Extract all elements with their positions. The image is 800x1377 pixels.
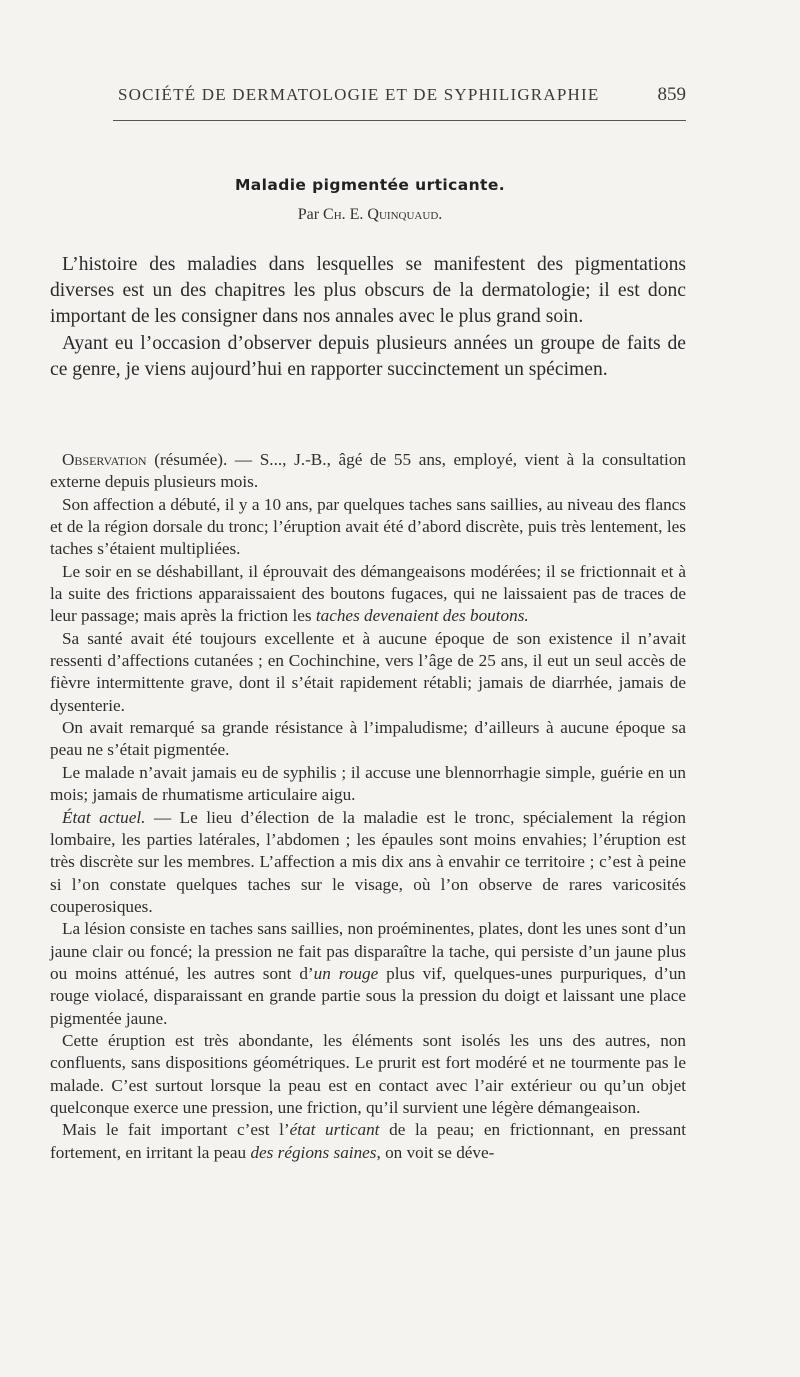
eruption-paragraph: Cette éruption est très abondante, les éléments sont isolés les uns des autres, non confluents, sans dispositions géométriques. Le prurit est fort modéré et ne tourmente pas le malade. C’est surtout lorsque la peau est en contact avec l’air extérieur ou qu’un objet quelconque exerce une pression, une friction, qu’il survient une légère démangeaison.	[50, 1030, 686, 1117]
observation-paragraph	[50, 449, 686, 494]
header-rule	[113, 120, 686, 121]
malaria-paragraph: On avait remarqué sa grande résistance à l’impaludisme; d’ailleurs à aucune époque sa peau ne s’était pigmentée.	[50, 718, 686, 760]
onset-paragraph: Son affection a débuté, il y a 10 ans, par quelques taches sans saillies, au niveau des flancs et de la région dorsale du tronc; l’éruption avait été d’abord discrète, puis très lentement, les taches s’étaient multipliées.	[50, 494, 686, 559]
author-name: Ch. E. Quinquaud.	[323, 206, 443, 223]
current-state-paragraph	[50, 807, 686, 919]
article-title: Maladie pigmentée urticante.	[234, 176, 506, 194]
lesion-text-a: La lésion consiste en taches sans saillies, non proéminentes, plates, dont les unes sont d’un jaune clair ou foncé; la pression ne fait pas disparaître la tache, qui persiste d’un jaune plus ou moins atténué, les autres sont d’	[50, 919, 686, 983]
intro-paragraph-1: L’histoire des maladies dans lesquelles se manifestent des pigmentations diverses est un des chapitres les plus obscurs de la dermatologie; il est donc important de les consigner dans nos annales avec le plus grand soin.	[50, 254, 686, 328]
running-header	[118, 84, 686, 106]
urticant-paragraph	[50, 1119, 686, 1164]
intro-paragraph-2: Ayant eu l’occasion d’observer depuis plusieurs années un groupe de faits de ce genre, je viens aujourd’hui en rapporter succinctement un spécimen.	[50, 332, 686, 380]
lesion-paragraph	[50, 918, 686, 1030]
current-state-label: État actuel.	[62, 807, 146, 827]
page-number: 859	[657, 84, 686, 105]
history-paragraph: Le malade n’avait jamais eu de syphilis ; il accuse une blennorrhagie simple, guérie en un mois; jamais de rhumatisme articulaire aigu.	[50, 762, 686, 805]
observation-label: Observation	[62, 450, 147, 469]
urticant-italic-2: des régions saines	[250, 1142, 377, 1162]
friction-text: Le soir en se déshabillant, il éprouvait des démangeaisons modérées; il se frictionnait et à la suite des frictions apparaissaient des boutons fugaces, qui ne laissaient pas de traces de leur passage; mais après la friction les	[50, 561, 686, 626]
current-state-text: — Le lieu d’élection de la maladie est le tronc, spécialement la région lombaire, les parties latérales, l’abdomen ; les épaules sont moins envahies; l’éruption est très discrète sur les membres. L’affection a mis dix ans à envahir ce territoire ; c’est à peine si l’on constate quelques taches sur le visage, où l’on observe de rares varicosités couperosiques.	[50, 807, 687, 916]
health-paragraph: Sa santé avait été toujours excellente et à aucune époque de son existence il n’avait ressenti d’affections cutanées ; en Cochinchine, vers l’âge de 25 ans, il eut un seul accès de fièvre intermittente grave, dont il s’était rapidement rétabli; jamais de diarrhée, jamais de dysenterie.	[50, 628, 686, 715]
introduction	[50, 252, 686, 383]
urticant-italic-1: état urticant	[289, 1120, 380, 1140]
lesion-text-b: plus vif, quelques-unes purpuriques, d’un rouge violacé, disparaissant en grande partie sous la pression du doigt et laissant une place pigmentée jaune.	[50, 963, 687, 1028]
urticant-text-c: , on voit se déve-	[376, 1142, 495, 1162]
lesion-italic: un rouge	[313, 963, 379, 983]
article-author	[0, 206, 740, 224]
observation-text: (résumée). — S..., J.-B., âgé de 55 ans, employé, vient à la consultation externe depuis plusieurs mois.	[50, 450, 687, 492]
urticant-text-a: Mais le fait important c’est l’	[62, 1120, 290, 1140]
running-title: SOCIÉTÉ DE DERMATOLOGIE ET DE SYPHILIGRAPHIE	[118, 85, 600, 104]
friction-paragraph	[50, 561, 686, 628]
observation-body	[50, 449, 686, 1164]
friction-italic: taches devenaient des boutons.	[315, 606, 529, 626]
urticant-text-b: de la peau; en frictionnant, en pressant fortement, en irritant la peau	[50, 1120, 686, 1162]
author-prefix: Par	[297, 206, 320, 223]
